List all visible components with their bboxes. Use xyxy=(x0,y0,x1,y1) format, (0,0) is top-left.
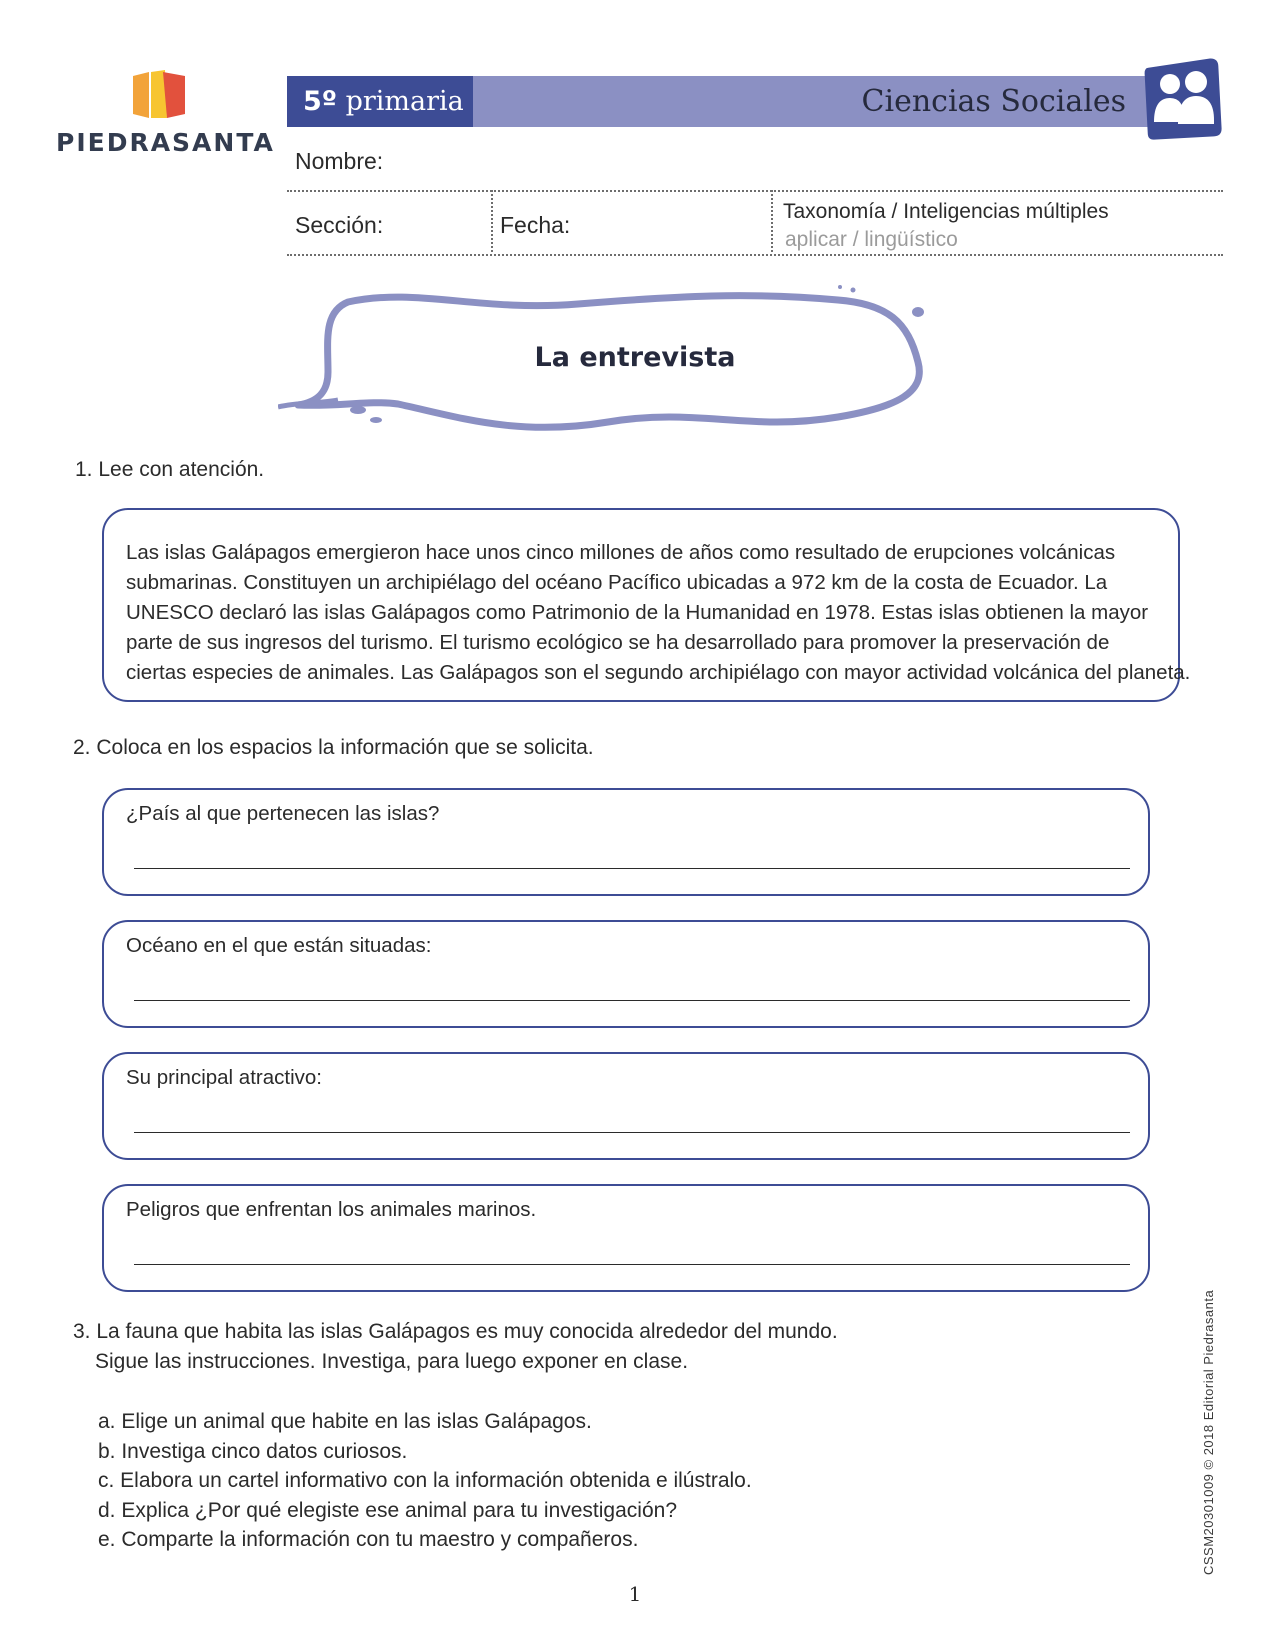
footer-code: CSSM20301009 © 2018 Editorial Piedrasanta xyxy=(1201,1289,1216,1575)
step-item: c. Elabora un cartel informativo con la información obtenida e ilústralo. xyxy=(98,1469,752,1492)
grade-label xyxy=(287,76,473,127)
piedrasanta-logo-icon xyxy=(133,70,185,118)
paragraph-line: parte de sus ingresos del turismo. El turismo ecológico se ha desarrollado para promover la preservación de xyxy=(126,631,1110,654)
taxonomy-title: Taxonomía / Inteligencias múltiples xyxy=(783,200,1109,223)
field-divider xyxy=(491,190,493,252)
question-label: Peligros que enfrentan los animales marinos. xyxy=(126,1198,537,1221)
subject-title: Ciencias Sociales xyxy=(861,84,1126,119)
grade-number: 5º xyxy=(303,86,338,117)
step-item: e. Comparte la información con tu maestro y compañeros. xyxy=(98,1528,639,1551)
instruction-2: 2. Coloca en los espacios la información que se solicita. xyxy=(73,736,594,759)
step-item: d. Explica ¿Por qué elegiste ese animal para tu investigación? xyxy=(98,1499,677,1522)
field-divider xyxy=(771,190,773,252)
name-field-line[interactable] xyxy=(287,190,1223,192)
question-label: Su principal atractivo: xyxy=(126,1066,322,1089)
reading-paragraph xyxy=(126,538,1191,688)
section-label: Sección: xyxy=(295,212,384,238)
paragraph-line: UNESCO declaró las islas Galápagos como Patrimonio de la Humanidad en 1978. Estas islas obtienen la mayor xyxy=(126,601,1149,624)
paragraph-line: ciertas especies de animales. Las Galápagos son el segundo archipiélago con mayor actividad volcánica del planeta. xyxy=(126,661,1191,684)
answer-line[interactable] xyxy=(134,868,1130,869)
step-item: b. Investiga cinco datos curiosos. xyxy=(98,1440,408,1463)
section-field-line[interactable] xyxy=(287,254,1223,256)
taxonomy-value: aplicar / lingüístico xyxy=(785,228,958,251)
date-label: Fecha: xyxy=(500,212,571,238)
question-label: Océano en el que están situadas: xyxy=(126,934,432,957)
step-item: a. Elige un animal que habite en las islas Galápagos. xyxy=(98,1410,592,1433)
instruction-1: 1. Lee con atención. xyxy=(75,458,265,481)
publisher-logo-text: PIEDRASANTA xyxy=(56,128,275,157)
users-icon xyxy=(1142,58,1224,146)
answer-line[interactable] xyxy=(134,1132,1130,1133)
page-number: 1 xyxy=(628,1582,642,1606)
paragraph-line: submarinas. Constituyen un archipiélago del océano Pacífico ubicadas a 972 km de la costa de Ecuador. La xyxy=(126,571,1108,594)
page-title: La entrevista xyxy=(534,342,736,373)
grade-word: primaria xyxy=(345,86,464,117)
instruction-3-detail: Sigue las instrucciones. Investiga, para luego exponer en clase. xyxy=(95,1350,689,1373)
paragraph-line: Las islas Galápagos emergieron hace unos cinco millones de años como resultado de erupciones volcánicas xyxy=(126,541,1116,564)
question-label: ¿País al que pertenecen las islas? xyxy=(126,802,440,825)
name-label: Nombre: xyxy=(295,148,384,174)
answer-line[interactable] xyxy=(134,1264,1130,1265)
answer-line[interactable] xyxy=(134,1000,1130,1001)
instruction-3: 3. La fauna que habita las islas Galápagos es muy conocida alrededor del mundo. xyxy=(73,1320,838,1343)
